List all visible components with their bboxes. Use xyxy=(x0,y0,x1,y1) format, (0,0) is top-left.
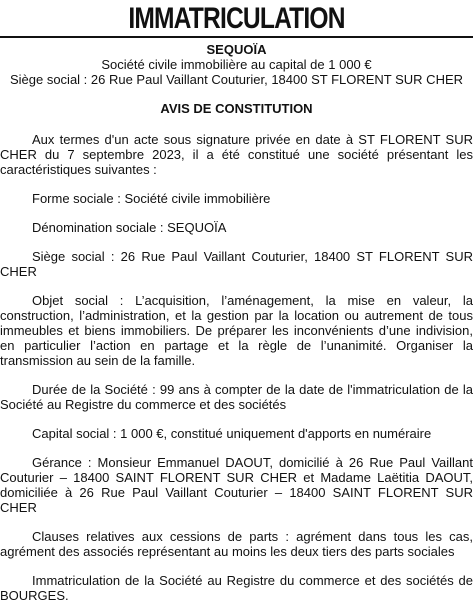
paragraph-siege-social: Siège social : 26 Rue Paul Vaillant Couturier, 18400 ST FLORENT SUR CHER xyxy=(0,249,473,279)
notice-heading: AVIS DE CONSTITUTION xyxy=(160,101,313,116)
company-siege: Siège social : 26 Rue Paul Vaillant Couturier, 18400 ST FLORENT SUR CHER xyxy=(9,72,464,87)
paragraph-forme-sociale: Forme sociale : Société civile immobilière xyxy=(32,191,271,206)
notice-body xyxy=(0,132,473,603)
paragraph-gerance: Gérance : Monsieur Emmanuel DAOUT, domicilié à 26 Rue Paul Vaillant Couturier – 18400 SAINT FLORENT SUR CHER et Madame Laëtitia DAOUT, domiciliée à 26 Rue Paul Vaillant Couturier – 18400 SAINT FLORENT SUR CHER xyxy=(0,455,473,515)
paragraph-clauses: Clauses relatives aux cessions de parts : agrément dans tous les cas, agrément des associés représentant au moins les deux tiers des parts sociales xyxy=(0,529,473,559)
header-rule xyxy=(0,36,473,38)
paragraph-capital: Capital social : 1 000 €, constitué uniquement d'apports en numéraire xyxy=(32,426,432,441)
paragraph-objet-social: Objet social : L’acquisition, l’aménagement, la mise en valeur, la construction, l’administration, et la gestion par la location ou autrement de tous immeubles et biens immobiliers. De préparer les inconvénients d’une indivision, en particulier l’action en partage et la règle de l’unanimité. Organiser la transmission au sein de la famille. xyxy=(0,293,473,368)
company-name: SEQUOÏA xyxy=(206,42,267,57)
paragraph-immatriculation: Immatriculation de la Société au Registre du commerce et des sociétés de BOURGES. xyxy=(0,573,473,603)
paragraph-intro: Aux termes d'un acte sous signature privée en date à ST FLORENT SUR CHER du 7 septembre 2023, il a été constitué une société présentant les caractéristiques suivantes : xyxy=(0,132,473,177)
paragraph-denomination: Dénomination sociale : SEQUOÏA xyxy=(32,220,227,235)
company-form-capital: Société civile immobilière au capital de 1 000 € xyxy=(101,57,372,72)
header-title: IMMATRICULATION xyxy=(128,2,345,35)
paragraph-duree: Durée de la Société : 99 ans à compter de la date de l'immatriculation de la Société au Registre du commerce et des sociétés xyxy=(0,382,473,412)
